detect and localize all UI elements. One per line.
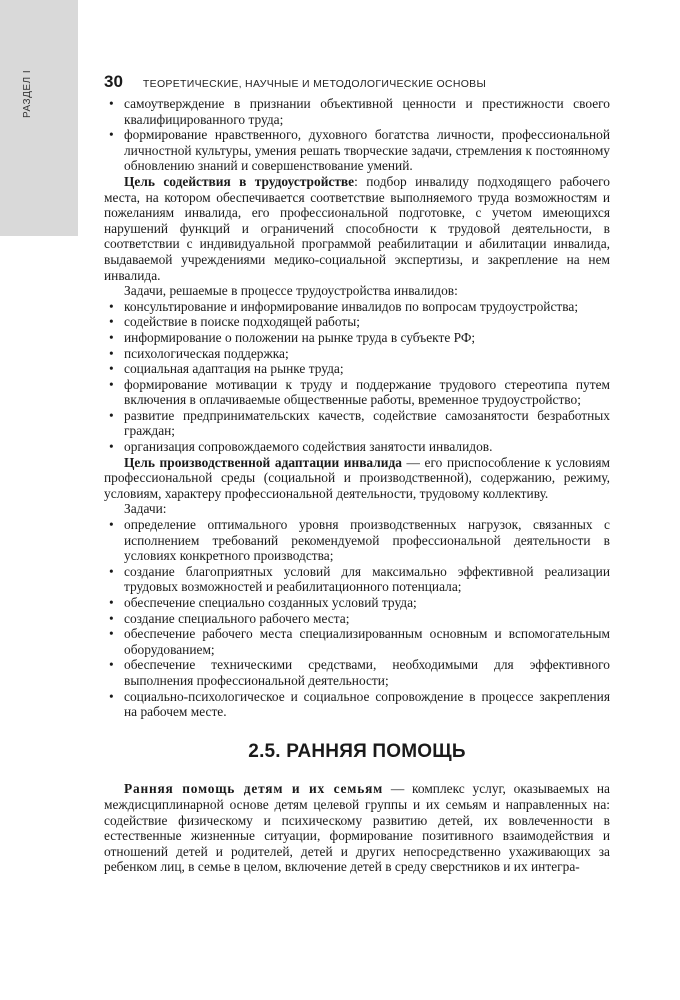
early-help-text: — комплекс услуг, оказываемых на междисциплинарной основе детям целевой группы и их семьям и направленных на: содействие физическому и психическому развитию детей, их вовлеченности в естественные жизненные ситуации, формирование позитивного взаимодействия и отношений детей и родителей, детей и других непосредственно ухаживающих за ребенком лиц, в семье в целом, включение детей в среду сверстников и их интегра- [104, 781, 610, 875]
list-item: • информирование о положении на рынке труда в субъекте РФ; [104, 330, 610, 346]
list-item: • обеспечение техническими средствами, необходимыми для эффективного выполнения профессиональной деятельности; [104, 657, 610, 688]
list-item: • формирование нравственного, духовного богатства личности, профессиональной личностной культуры, умения решать творческие задачи, стремления к постоянному обновлению знаний и совершенствование умений. [104, 127, 610, 174]
list-item: • обеспечение специально созданных условий труда; [104, 595, 610, 611]
section-label: РАЗДЕЛ I [22, 69, 33, 118]
early-help-term: Ранняя помощь детям и их семьям [124, 781, 384, 797]
employment-paragraph [104, 174, 610, 283]
list-item: • самоутверждение в признании объективной ценности и престижности своего квалифицированного труда; [104, 96, 610, 127]
list-item: • психологическая поддержка; [104, 346, 610, 362]
list-item: • развитие предпринимательских качеств, содействие самозанятости безработных граждан; [104, 408, 610, 439]
employment-task-list [104, 299, 610, 455]
adaptation-tasks-intro: Задачи: [124, 501, 167, 517]
adaptation-term: Цель производственной адаптации инвалида [124, 454, 402, 470]
section-heading: 2.5. РАННЯЯ ПОМОЩЬ [248, 740, 466, 762]
section-side-tab [0, 0, 78, 236]
list-item: • создание благоприятных условий для максимально эффективной реализации трудовых возможностей и реабилитационного потенциала; [104, 564, 610, 595]
running-title: ТЕОРЕТИЧЕСКИЕ, НАУЧНЫЕ И МЕТОДОЛОГИЧЕСКИЕ ОСНОВЫ [142, 78, 487, 90]
list-item: • консультирование и информирование инвалидов по вопросам трудоустройства; [104, 299, 610, 315]
employment-term: Цель содействия в трудоустройстве [124, 173, 355, 189]
page-number: 30 [104, 72, 123, 91]
adaptation-text: — его приспособление к условиям профессиональной среды (социальной и производственной), содержанию, режиму, условиям, характеру профессиональной деятельности, трудовому коллективу. [104, 454, 610, 501]
list-item: • содействие в поиске подходящей работы; [104, 314, 610, 330]
list-item: • социальная адаптация на рынке труда; [104, 361, 610, 377]
adaptation-paragraph [104, 455, 610, 502]
page-content [104, 96, 610, 875]
list-item: • социально-психологическое и социальное сопровождение в процессе закрепления на рабочем месте. [104, 689, 610, 720]
list-item: • создание специального рабочего места; [104, 611, 610, 627]
adaptation-task-list [104, 517, 610, 720]
top-bullet-list [104, 96, 610, 174]
page-header [104, 72, 614, 92]
list-item: • организация сопровождаемого содействия занятости инвалидов. [104, 439, 610, 455]
list-item: • обеспечение рабочего места специализированным основным и вспомогательным оборудованием; [104, 626, 610, 657]
early-help-paragraph [104, 781, 610, 875]
employment-tasks-intro: Задачи, решаемые в процессе трудоустройства инвалидов: [124, 283, 458, 299]
list-item: • определение оптимального уровня производственных нагрузок, связанных с исполнением требований рекомендуемой профессиональной деятельности в условиях конкретного производства; [104, 517, 610, 564]
employment-text: : подбор инвалиду подходящего рабочего места, на котором обеспечивается соответствие выполняемого труда возможностям и пожеланиям инвалида, его профессиональной подготовке, с учетом имеющихся нарушений функций и ограничений способности к трудовой деятельности, в соответствии с индивидуальной программой реабилитации и абилитации инвалида, выдаваемой учреждениями медико-социальной экспертизы, и закрепление на нем инвалида. [104, 173, 610, 283]
list-item: • формирование мотивации к труду и поддержание трудового стереотипа путем включения в оплачиваемые общественные работы, временное трудоустройство; [104, 377, 610, 408]
